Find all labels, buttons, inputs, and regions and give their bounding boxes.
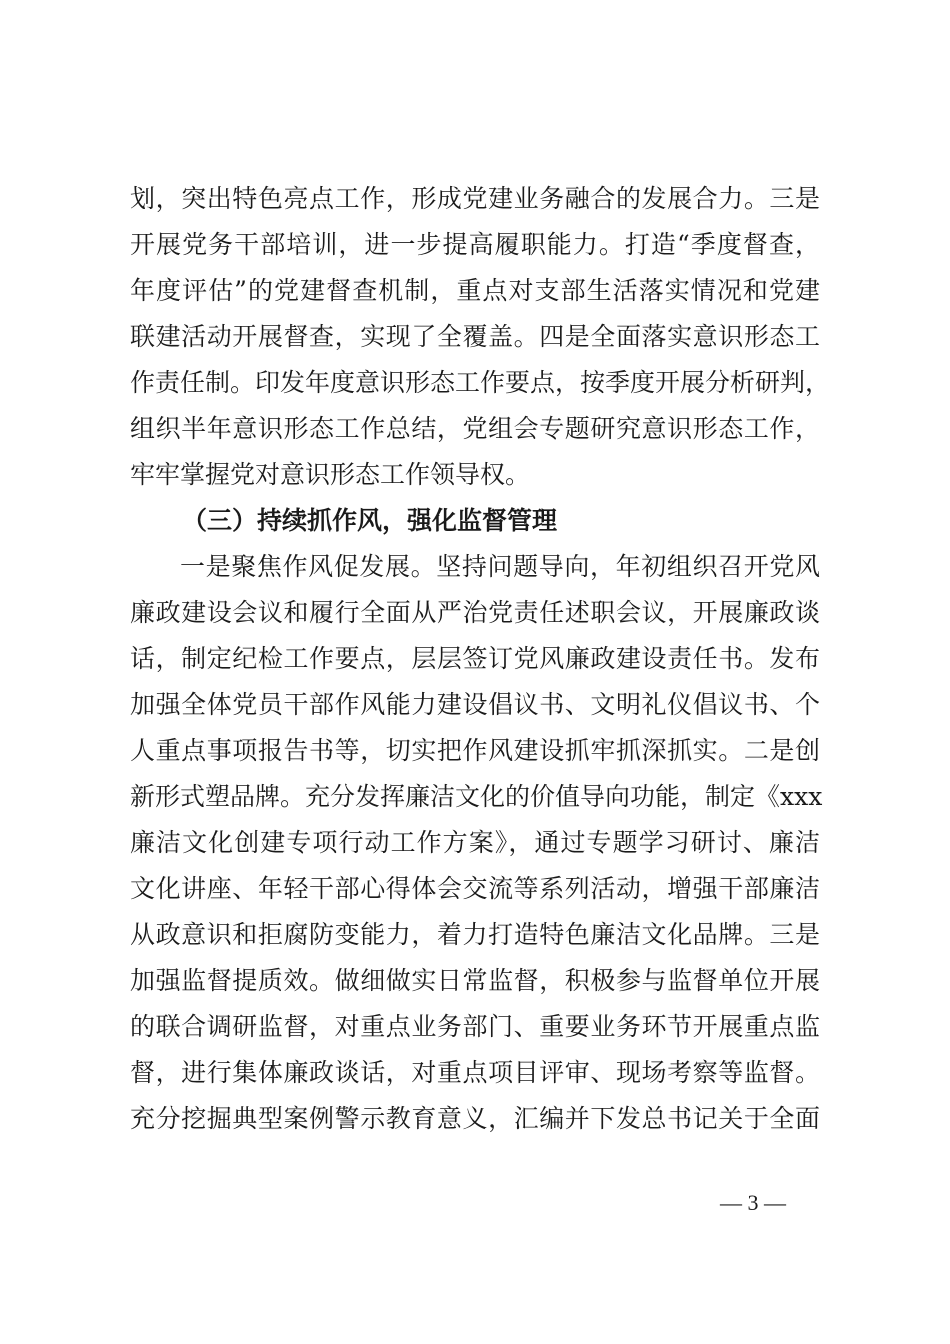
page-number: — 3 — [720, 1190, 786, 1215]
paragraph-2-line: 话，制定纪检工作要点，层层签订党风廉政建设责任书。发布 [130, 644, 820, 673]
paragraph-1-line: 牢牢掌握党对意识形态工作领导权。 [130, 460, 531, 489]
paragraph-1-line: 作责任制。印发年度意识形态工作要点，按季度开展分析研判， [130, 368, 831, 397]
paragraph-1-line: 开展党务干部培训，进一步提高履职能力。打造“季度督查， [130, 230, 820, 259]
paragraph-2-line: 一是聚焦作风促发展。坚持问题导向，年初组织召开党风 [180, 552, 820, 581]
paragraph-2-line: 充分挖掘典型案例警示教育意义，汇编并下发总书记关于全面 [130, 1104, 820, 1133]
paragraph-2-line: 新形式塑品牌。充分发挥廉洁文化的价值导向功能，制定《xxx [130, 782, 823, 811]
paragraph-1-line: 联建活动开展督查，实现了全覆盖。四是全面落实意识形态工 [130, 322, 820, 351]
paragraph-2-line: 廉洁文化创建专项行动工作方案》，通过专题学习研讨、廉洁 [130, 828, 820, 857]
paragraph-1-line: 划，突出特色亮点工作，形成党建业务融合的发展合力。三是 [130, 184, 820, 213]
paragraph-2-line: 人重点事项报告书等，切实把作风建设抓牢抓深抓实。二是创 [130, 736, 820, 765]
paragraph-2-line: 廉政建设会议和履行全面从严治党责任述职会议，开展廉政谈 [130, 598, 820, 627]
paragraph-2-line: 加强监督提质效。做细做实日常监督，积极参与监督单位开展 [130, 966, 820, 995]
paragraph-2-line: 的联合调研监督，对重点业务部门、重要业务环节开展重点监 [130, 1012, 820, 1041]
paragraph-2-line: 文化讲座、年轻干部心得体会交流等系列活动，增强干部廉洁 [130, 874, 820, 903]
paragraph-1-line: 组织半年意识形态工作总结，党组会专题研究意识形态工作， [130, 414, 820, 443]
section-heading: （三）持续抓作风，强化监督管理 [182, 506, 558, 535]
paragraph-2-line: 从政意识和拒腐防变能力，着力打造特色廉洁文化品牌。三是 [130, 920, 820, 949]
section-heading-block [130, 498, 820, 544]
paragraph-2 [130, 544, 823, 1142]
paragraph-1-line: 年度评估”的党建督查机制，重点对支部生活落实情况和党建 [130, 276, 820, 305]
paragraph-2-line: 加强全体党员干部作风能力建设倡议书、文明礼仪倡议书、个 [130, 690, 820, 719]
paragraph-1 [130, 176, 831, 498]
paragraph-2-line: 督，进行集体廉政谈话，对重点项目评审、现场考察等监督。 [130, 1058, 820, 1087]
